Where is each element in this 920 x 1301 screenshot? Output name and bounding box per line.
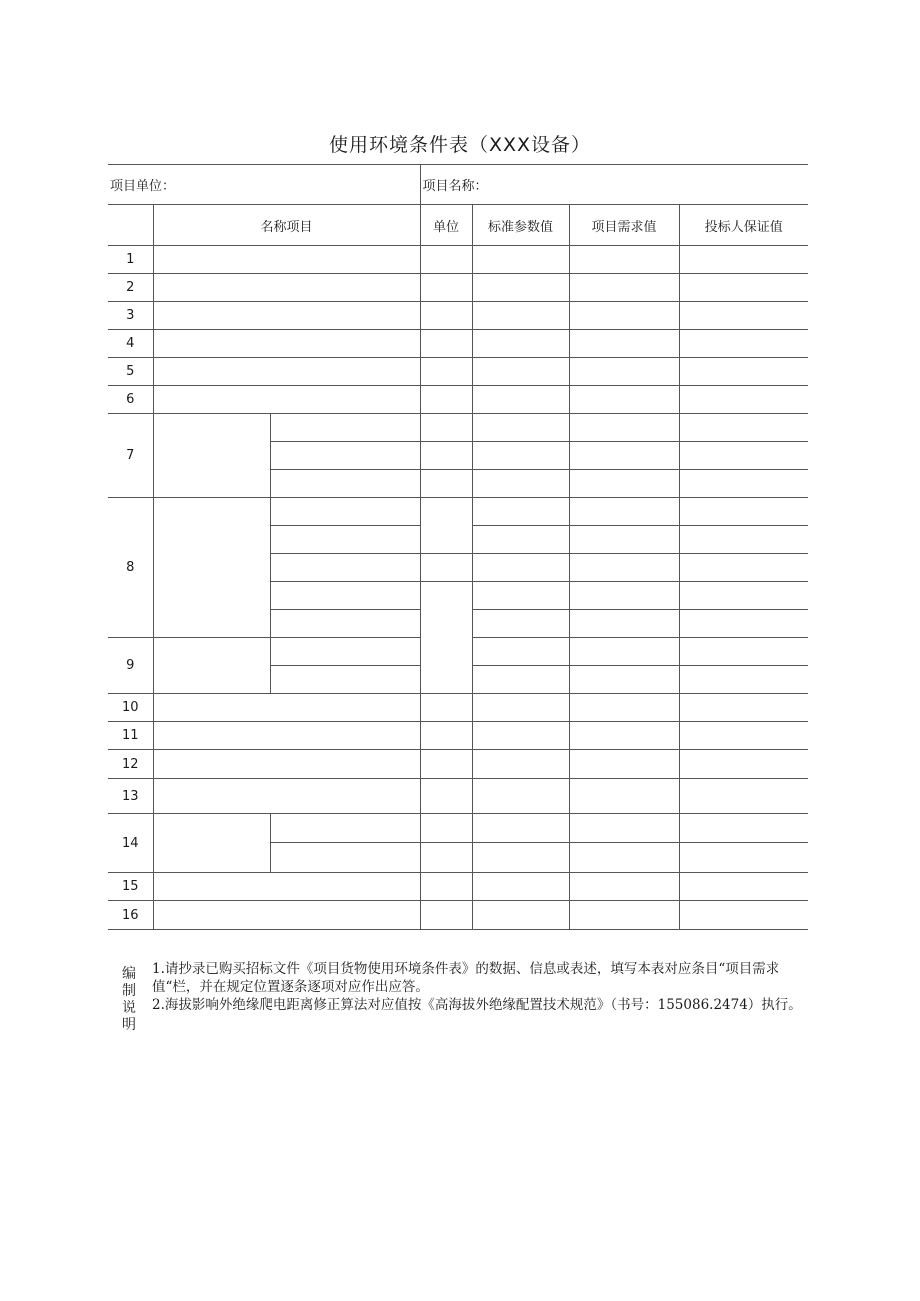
row-index: 4 — [108, 330, 153, 358]
row-index: 15 — [108, 873, 153, 901]
required-cell[interactable] — [569, 498, 679, 526]
standard-cell[interactable] — [472, 274, 569, 302]
row-index: 6 — [108, 386, 153, 414]
row-index: 10 — [108, 694, 153, 722]
project-unit-field[interactable] — [108, 165, 420, 205]
guarantee-cell[interactable] — [679, 610, 808, 638]
name-cell[interactable] — [153, 246, 420, 274]
sub-name-cell[interactable] — [270, 554, 420, 582]
unit-cell[interactable] — [420, 386, 472, 414]
project-name-field[interactable] — [420, 165, 808, 205]
guarantee-cell[interactable] — [679, 666, 808, 694]
unit-cell[interactable] — [420, 414, 472, 442]
row-index: 13 — [108, 779, 153, 814]
unit-cell[interactable] — [420, 554, 472, 582]
sub-name-cell[interactable] — [270, 414, 420, 442]
standard-cell[interactable] — [472, 498, 569, 526]
name-cell[interactable] — [153, 750, 420, 779]
group-name-cell[interactable] — [153, 638, 270, 694]
required-cell[interactable] — [569, 526, 679, 554]
guarantee-cell[interactable] — [679, 274, 808, 302]
table-row — [108, 901, 808, 930]
required-cell[interactable] — [569, 750, 679, 779]
row-index: 1 — [108, 246, 153, 274]
unit-cell[interactable] — [420, 779, 472, 814]
row-index: 7 — [108, 414, 153, 498]
guarantee-cell[interactable] — [679, 498, 808, 526]
standard-cell[interactable] — [472, 694, 569, 722]
note-line-2: 2.海拔影响外绝缘爬电距离修正算法对应值按《高海拔外绝缘配置技术规范》（书号：155086.2474）执行。 — [152, 997, 802, 1013]
row-index: 12 — [108, 750, 153, 779]
header-guarantee: 投标人保证值 — [679, 205, 808, 246]
name-cell[interactable] — [153, 330, 420, 358]
unit-cell[interactable] — [420, 694, 472, 722]
standard-cell[interactable] — [472, 554, 569, 582]
header-required: 项目需求值 — [569, 205, 679, 246]
guarantee-cell[interactable] — [679, 442, 808, 470]
guarantee-cell[interactable] — [679, 843, 808, 873]
table-row — [108, 750, 808, 779]
standard-cell[interactable] — [472, 330, 569, 358]
unit-cell[interactable] — [420, 470, 472, 498]
unit-cell[interactable] — [420, 442, 472, 470]
standard-cell[interactable] — [472, 470, 569, 498]
table-row — [108, 694, 808, 722]
standard-cell[interactable] — [472, 414, 569, 442]
project-name-label: 项目名称： — [422, 179, 488, 194]
standard-cell[interactable] — [472, 442, 569, 470]
row-index: 8 — [108, 498, 153, 638]
guarantee-cell[interactable] — [679, 814, 808, 843]
guarantee-cell[interactable] — [679, 246, 808, 274]
sub-name-cell[interactable] — [270, 843, 420, 873]
table-row — [108, 873, 808, 901]
header-name: 名称项目 — [153, 205, 420, 246]
unit-cell[interactable] — [420, 274, 472, 302]
project-unit-label: 项目单位： — [110, 179, 176, 194]
table-row — [108, 302, 808, 330]
required-cell[interactable] — [569, 722, 679, 750]
notes-body — [152, 960, 810, 1014]
standard-cell[interactable] — [472, 722, 569, 750]
name-cell[interactable] — [153, 873, 420, 901]
unit-cell[interactable] — [420, 330, 472, 358]
name-cell[interactable] — [153, 901, 420, 930]
guarantee-cell[interactable] — [679, 414, 808, 442]
standard-cell[interactable] — [472, 750, 569, 779]
unit-cell[interactable] — [420, 814, 472, 843]
table-row — [108, 246, 808, 274]
unit-cell[interactable] — [420, 582, 472, 694]
row-index: 5 — [108, 358, 153, 386]
sub-name-cell[interactable] — [270, 814, 420, 843]
guarantee-cell[interactable] — [679, 750, 808, 779]
guarantee-cell[interactable] — [679, 526, 808, 554]
name-cell[interactable] — [153, 386, 420, 414]
guarantee-cell[interactable] — [679, 873, 808, 901]
guarantee-cell[interactable] — [679, 302, 808, 330]
row-index: 3 — [108, 302, 153, 330]
row-index: 14 — [108, 814, 153, 873]
sub-name-cell[interactable] — [270, 582, 420, 610]
name-cell[interactable] — [153, 722, 420, 750]
guarantee-cell[interactable] — [679, 386, 808, 414]
guarantee-cell[interactable] — [679, 470, 808, 498]
required-cell[interactable] — [569, 779, 679, 814]
sub-name-cell[interactable] — [270, 610, 420, 638]
standard-cell[interactable] — [472, 814, 569, 843]
standard-cell[interactable] — [472, 526, 569, 554]
name-cell[interactable] — [153, 302, 420, 330]
standard-cell[interactable] — [472, 901, 569, 930]
name-cell[interactable] — [153, 779, 420, 814]
required-cell[interactable] — [569, 694, 679, 722]
group-name-cell[interactable] — [153, 498, 270, 638]
name-cell[interactable] — [153, 694, 420, 722]
notes-label: 编制说明 — [122, 966, 136, 1033]
required-cell[interactable] — [569, 330, 679, 358]
guarantee-cell[interactable] — [679, 901, 808, 930]
standard-cell[interactable] — [472, 638, 569, 666]
sub-name-cell[interactable] — [270, 638, 420, 666]
standard-cell[interactable] — [472, 302, 569, 330]
required-cell[interactable] — [569, 246, 679, 274]
unit-cell[interactable] — [420, 722, 472, 750]
required-cell[interactable] — [569, 386, 679, 414]
sub-name-cell[interactable] — [270, 498, 420, 526]
required-cell[interactable] — [569, 843, 679, 873]
table-row — [108, 330, 808, 358]
guarantee-cell[interactable] — [679, 330, 808, 358]
standard-cell[interactable] — [472, 610, 569, 638]
guarantee-cell[interactable] — [679, 694, 808, 722]
row-index: 16 — [108, 901, 153, 930]
unit-cell[interactable] — [420, 246, 472, 274]
unit-cell[interactable] — [420, 750, 472, 779]
environment-conditions-table — [108, 164, 808, 930]
row-index: 9 — [108, 638, 153, 694]
standard-cell[interactable] — [472, 873, 569, 901]
header-unit: 单位 — [420, 205, 472, 246]
table-row — [108, 414, 808, 442]
header-row — [108, 205, 808, 246]
page-title: 使用环境条件表（XXX设备） — [328, 134, 592, 156]
unit-cell[interactable] — [420, 843, 472, 873]
standard-cell[interactable] — [472, 666, 569, 694]
header-standard: 标准参数值 — [472, 205, 569, 246]
required-cell[interactable] — [569, 414, 679, 442]
required-cell[interactable] — [569, 638, 679, 666]
required-cell[interactable] — [569, 873, 679, 901]
group-name-cell[interactable] — [153, 814, 270, 873]
standard-cell[interactable] — [472, 358, 569, 386]
table-row — [108, 814, 808, 843]
standard-cell[interactable] — [472, 843, 569, 873]
group-name-cell[interactable] — [153, 414, 270, 498]
table-row — [108, 274, 808, 302]
unit-cell[interactable] — [420, 302, 472, 330]
required-cell[interactable] — [569, 582, 679, 610]
standard-cell[interactable] — [472, 779, 569, 814]
required-cell[interactable] — [569, 610, 679, 638]
table-row — [108, 498, 808, 526]
sub-name-cell[interactable] — [270, 526, 420, 554]
name-cell[interactable] — [153, 274, 420, 302]
row-index: 11 — [108, 722, 153, 750]
table-row — [108, 358, 808, 386]
unit-cell[interactable] — [420, 873, 472, 901]
standard-cell[interactable] — [472, 246, 569, 274]
header-index — [108, 205, 153, 246]
required-cell[interactable] — [569, 554, 679, 582]
unit-cell[interactable] — [420, 358, 472, 386]
notes-section — [120, 960, 810, 1033]
required-cell[interactable] — [569, 470, 679, 498]
guarantee-cell[interactable] — [679, 722, 808, 750]
standard-cell[interactable] — [472, 386, 569, 414]
guarantee-cell[interactable] — [679, 638, 808, 666]
row-index: 2 — [108, 274, 153, 302]
standard-cell[interactable] — [472, 582, 569, 610]
guarantee-cell[interactable] — [679, 582, 808, 610]
required-cell[interactable] — [569, 274, 679, 302]
required-cell[interactable] — [569, 442, 679, 470]
sub-name-cell[interactable] — [270, 470, 420, 498]
unit-cell[interactable] — [420, 498, 472, 554]
info-row — [108, 165, 808, 205]
table-row — [108, 722, 808, 750]
sub-name-cell[interactable] — [270, 442, 420, 470]
table-row — [108, 386, 808, 414]
required-cell[interactable] — [569, 358, 679, 386]
required-cell[interactable] — [569, 302, 679, 330]
sub-name-cell[interactable] — [270, 666, 420, 694]
required-cell[interactable] — [569, 814, 679, 843]
required-cell[interactable] — [569, 901, 679, 930]
guarantee-cell[interactable] — [679, 554, 808, 582]
table-row — [108, 779, 808, 814]
guarantee-cell[interactable] — [679, 358, 808, 386]
required-cell[interactable] — [569, 666, 679, 694]
guarantee-cell[interactable] — [679, 779, 808, 814]
note-line-1: 1.请抄录已购买招标文件《项目货物使用环境条件表》的数据、信息或表述，填写本表对应条目“项目需求值“栏，并在规定位置逐条逐项对应作出应答。 — [152, 961, 780, 995]
name-cell[interactable] — [153, 358, 420, 386]
unit-cell[interactable] — [420, 901, 472, 930]
